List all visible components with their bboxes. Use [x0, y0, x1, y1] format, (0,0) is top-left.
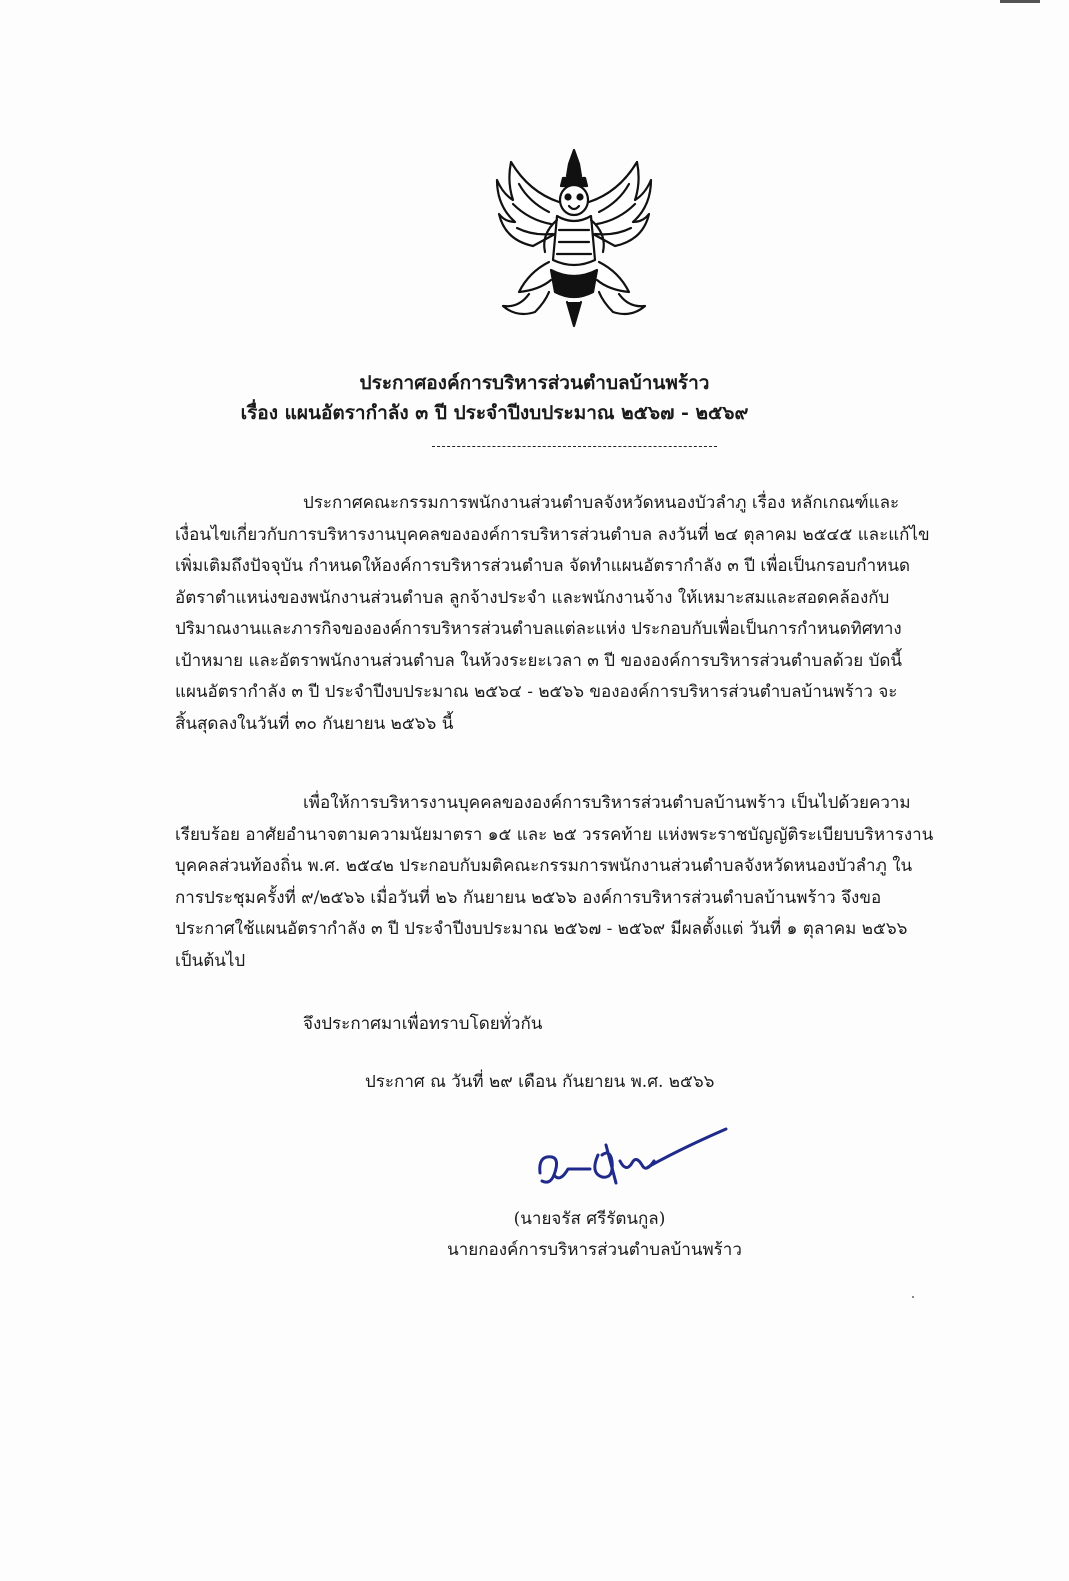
paragraph-line: เรียบร้อย อาศัยอำนาจตามความนัยมาตรา ๑๕ และ ๒๕ วรรคท้าย แห่งพระราชบัญญัติระเบียบบริหารงาน [175, 824, 934, 845]
handwritten-signature [530, 1125, 730, 1200]
paragraph-line: ประกาศคณะกรรมการพนักงานส่วนตำบลจังหวัดหนองบัวลำภู เรื่อง หลักเกณฑ์และ [303, 493, 900, 513]
scan-edge-mark [1000, 0, 1040, 3]
body-paragraph-2 [175, 788, 957, 977]
paragraph-line: เป้าหมาย และอัตราพนักงานส่วนตำบล ในห้วงระยะเวลา ๓ ปี ขององค์การบริหารส่วนตำบลด้วย บัดนี้ [175, 650, 903, 671]
body-paragraph-1 [175, 488, 957, 740]
announcement-title: ประกาศองค์การบริหารส่วนตำบลบ้านพร้าว [359, 372, 710, 394]
garuda-emblem [489, 142, 659, 332]
paragraph-line: สิ้นสุดลงในวันที่ ๓๐ กันยายน ๒๕๖๖ นี้ [175, 713, 454, 734]
paragraph-line: เป็นต้นไป [175, 950, 246, 971]
paragraph-line: เพื่อให้การบริหารงานบุคคลขององค์การบริหารส่วนตำบลบ้านพร้าว เป็นไปด้วยความ [303, 793, 911, 813]
paragraph-line: เงื่อนไขเกี่ยวกับการบริหารงานบุคคลขององค์การบริหารส่วนตำบล ลงวันที่ ๒๔ ตุลาคม ๒๕๔๕ และแก้ไข [175, 524, 930, 545]
signer-name: (นายจรัส ศรีรัตนกูล) [513, 1209, 666, 1229]
paragraph-line: อัตราตำแหน่งของพนักงานส่วนตำบล ลูกจ้างประจำ และพนักงานจ้าง ให้เหมาะสมและสอดคล้องกับ [175, 587, 890, 608]
paragraph-line: ปริมาณงานและภารกิจขององค์การบริหารส่วนตำบลแต่ละแห่ง ประกอบกับเพื่อเป็นการกำหนดทิศทาง [175, 619, 902, 639]
paragraph-line: แผนอัตรากำลัง ๓ ปี ประจำปีงบประมาณ ๒๕๖๔ - ๒๕๖๖ ขององค์การบริหารส่วนตำบลบ้านพร้าว จะ [175, 682, 898, 702]
title-divider [432, 446, 717, 447]
paragraph-line: เพิ่มเติมถึงปัจจุบัน กำหนดให้องค์การบริหารส่วนตำบล จัดทำแผนอัตรากำลัง ๓ ปี เพื่อเป็นกรอบกำหนด [175, 556, 910, 576]
announcement-header [0, 368, 1069, 428]
announcement-subject: เรื่อง แผนอัตรากำลัง ๓ ปี ประจำปีงบประมาณ ๒๕๖๗ - ๒๕๖๙ [240, 402, 749, 424]
announcement-date: ประกาศ ณ วันที่ ๒๙ เดือน กันยายน พ.ศ. ๒๕๖๖ [365, 1072, 715, 1092]
paragraph-line: การประชุมครั้งที่ ๙/๒๕๖๖ เมื่อวันที่ ๒๖ กันยายน ๒๕๖๖ องค์การบริหารส่วนตำบลบ้านพร้าว จึงขอ [175, 887, 882, 908]
paragraph-line: บุคคลส่วนท้องถิ่น พ.ศ. ๒๕๔๒ ประกอบกับมติคณะกรรมการพนักงานส่วนตำบลจังหวัดหนองบัวลำภู ใน [175, 856, 913, 876]
closing-statement: จึงประกาศมาเพื่อทราบโดยทั่วกัน [303, 1014, 543, 1034]
paragraph-line: ประกาศใช้แผนอัตรากำลัง ๓ ปี ประจำปีงบประมาณ ๒๕๖๗ - ๒๕๖๙ มีผลตั้งแต่ วันที่ ๑ ตุลาคม ๒๕๖๖ [175, 919, 908, 939]
scan-speck [912, 1296, 914, 1298]
signer-position: นายกองค์การบริหารส่วนตำบลบ้านพร้าว [447, 1240, 742, 1260]
